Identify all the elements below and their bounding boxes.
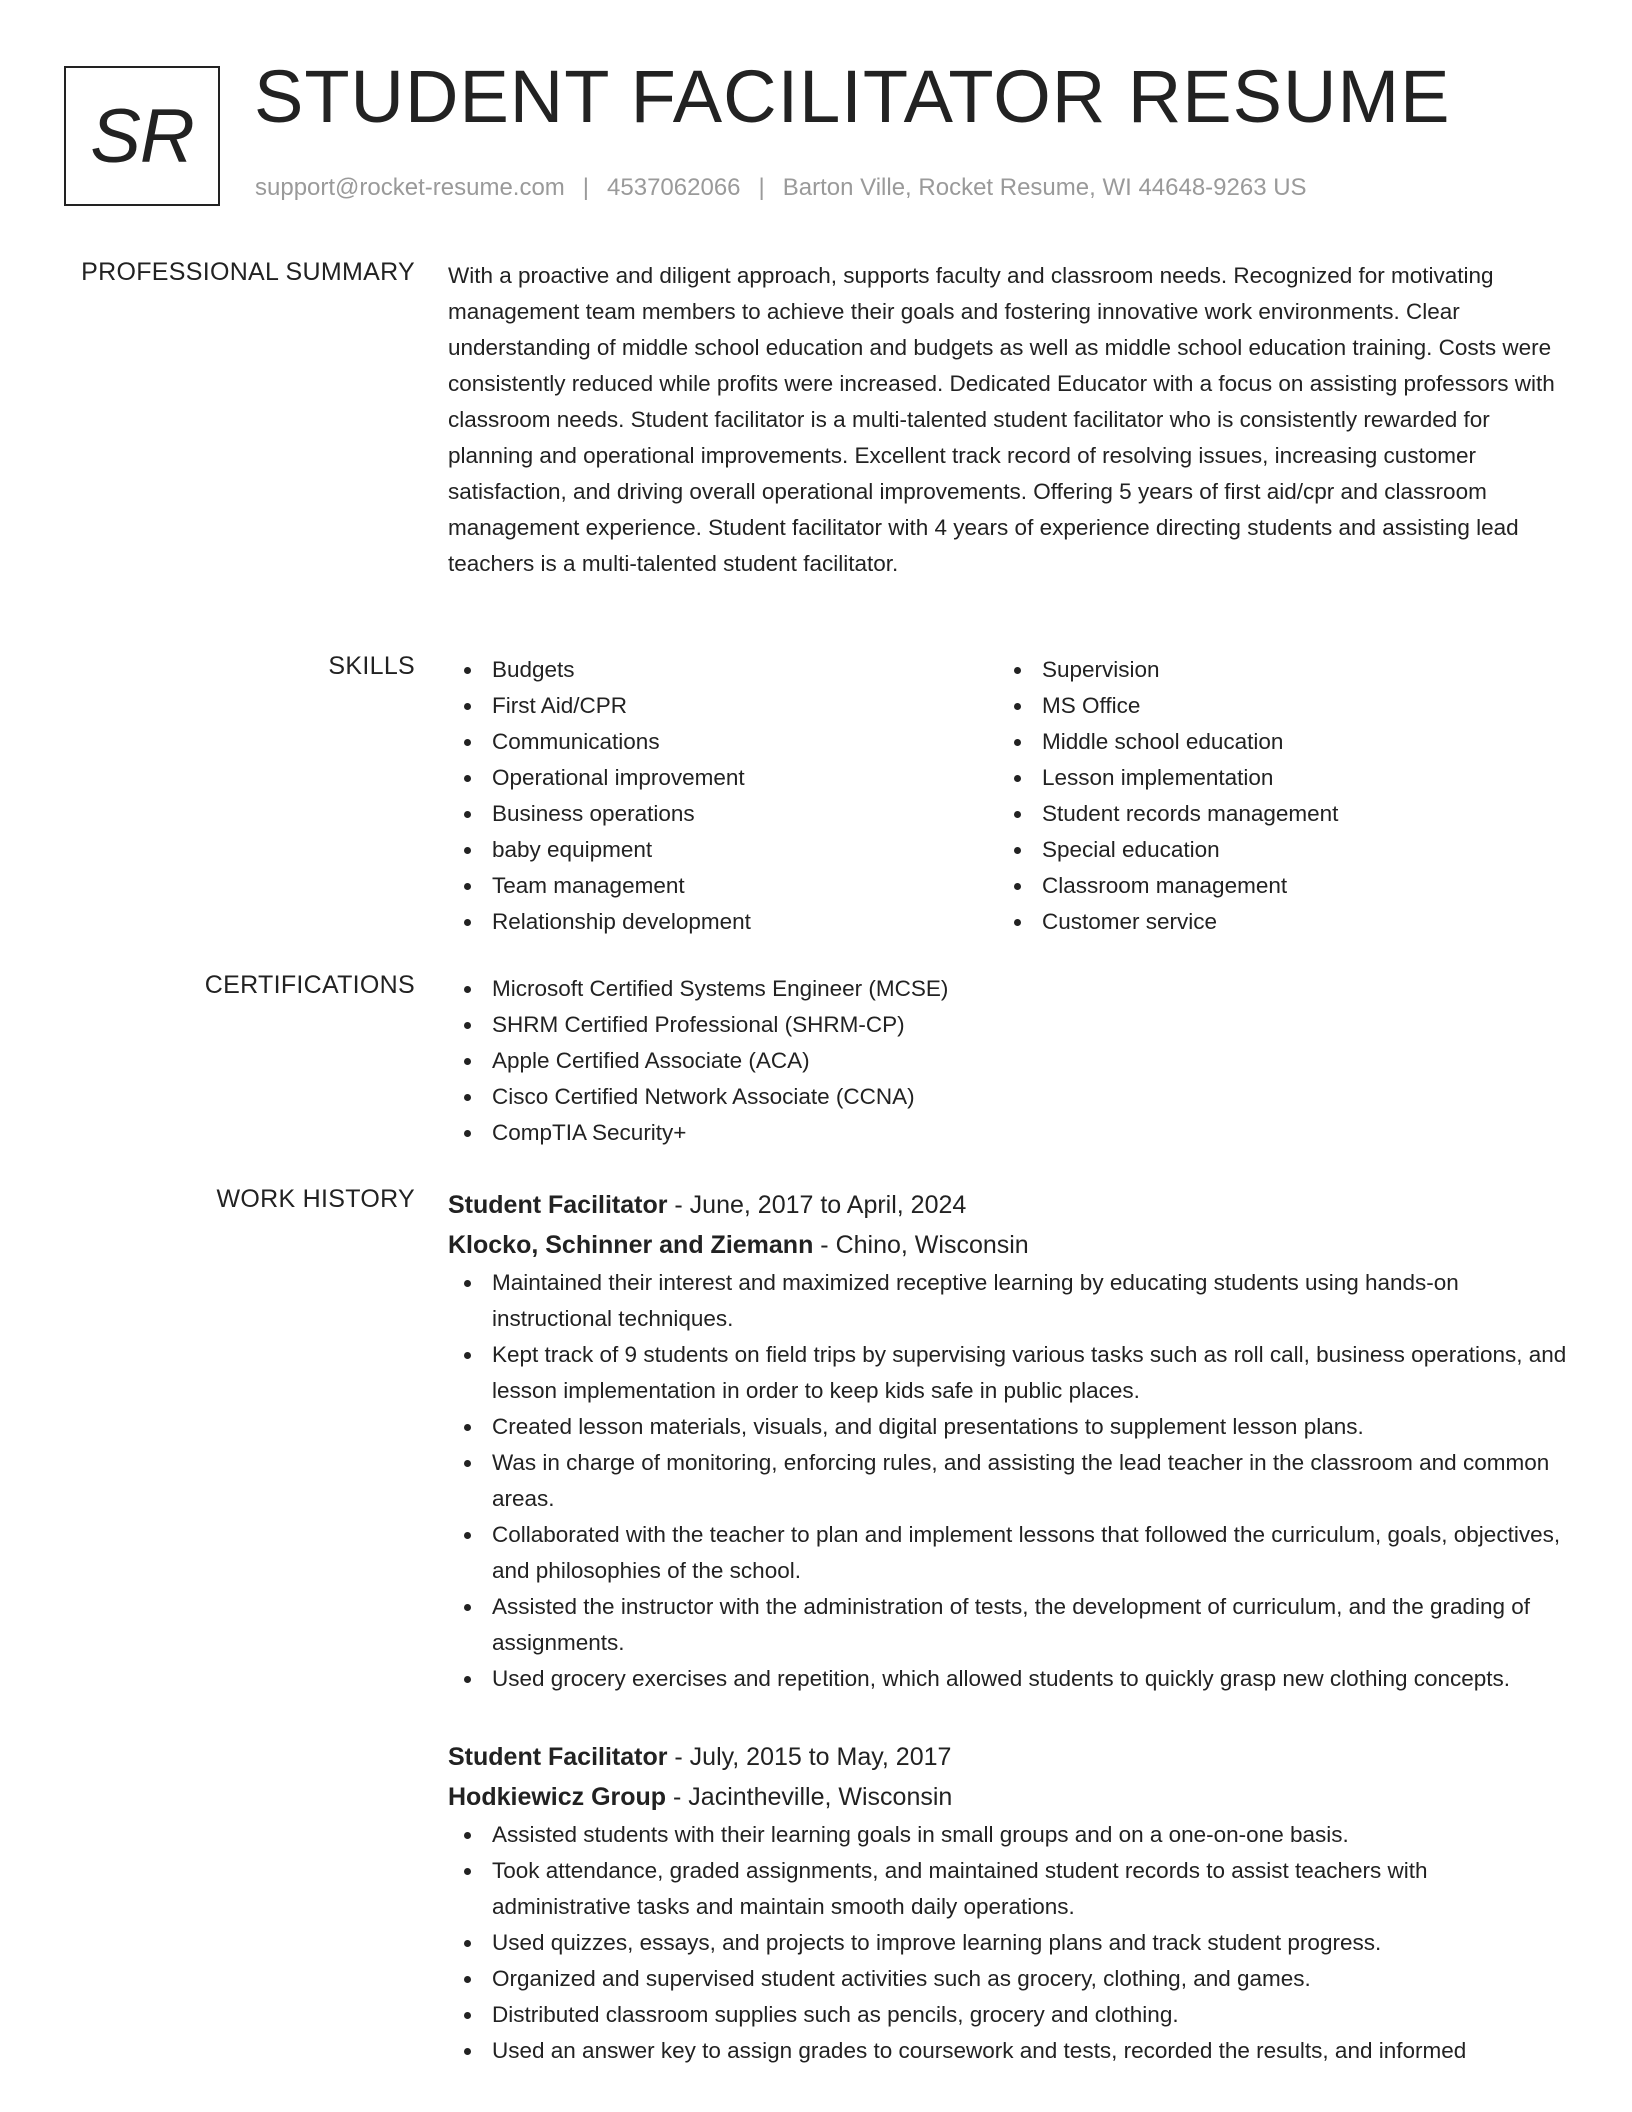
certification-item: CompTIA Security+ [448,1115,1572,1151]
contact-separator: | [758,174,765,201]
certification-item: Microsoft Certified Systems Engineer (MCSE) [448,971,1572,1007]
certification-item: SHRM Certified Professional (SHRM-CP) [448,1007,1572,1043]
certification-item: Apple Certified Associate (ACA) [448,1043,1572,1079]
contact-address: Barton Ville, Rocket Resume, WI 44648-9263 US [782,174,1307,201]
job-duty-item: Created lesson materials, visuals, and digital presentations to supplement lesson plans. [448,1409,1572,1445]
job-title: Student Facilitator [448,1191,668,1219]
skill-item: Student records management [998,796,1548,832]
job-company-line [448,1225,1572,1265]
job-duties-list [448,1817,1572,2069]
skill-item: Special education [998,832,1548,868]
job-entry [448,1737,1572,2069]
job-company: Klocko, Schinner and Ziemann [448,1231,814,1259]
skill-item: First Aid/CPR [448,688,998,724]
job-location: - Chino, Wisconsin [813,1231,1029,1259]
job-duty-item: Distributed classroom supplies such as pencils, grocery and clothing. [448,1997,1572,2033]
certification-item: Cisco Certified Network Associate (CCNA) [448,1079,1572,1115]
job-dates: - June, 2017 to April, 2024 [667,1191,967,1219]
job-duty-item: Used quizzes, essays, and projects to improve learning plans and track student progress. [448,1925,1572,1961]
job-company: Hodkiewicz Group [448,1783,667,1811]
job-duty-item: Assisted students with their learning goals in small groups and on a one-on-one basis. [448,1817,1572,1853]
skill-item: Communications [448,724,998,760]
certifications-body [448,971,1572,1151]
job-title-line [448,1737,1572,1777]
job-duty-item: Used grocery exercises and repetition, which allowed students to quickly grasp new clothing concepts. [448,1661,1572,1697]
job-dates: - July, 2015 to May, 2017 [667,1743,952,1771]
job-title: Student Facilitator [448,1743,668,1771]
work-history-heading: WORK HISTORY [216,1185,415,1213]
skill-item: Relationship development [448,904,998,940]
skill-item: Customer service [998,904,1548,940]
contact-line [255,174,1307,202]
certifications-list [448,971,1572,1151]
work-history-body [448,1185,1572,2087]
job-entry [448,1185,1572,1697]
skill-item: baby equipment [448,832,998,868]
skills-heading: SKILLS [328,652,415,680]
skill-item: Team management [448,868,998,904]
skill-item: Operational improvement [448,760,998,796]
contact-phone: 4537062066 [607,174,741,201]
job-duty-item: Used an answer key to assign grades to coursework and tests, recorded the results, and informed [448,2033,1572,2069]
page-title: STUDENT FACILITATOR RESUME [254,55,1451,138]
skills-list-right [998,652,1548,940]
job-duty-item: Took attendance, graded assignments, and maintained student records to assist teachers with administrative tasks and maintain smooth daily operations. [448,1853,1572,1925]
job-duty-item: Kept track of 9 students on field trips by supervising various tasks such as roll call, business operations, and lesson implementation in order to keep kids safe in public places. [448,1337,1572,1409]
job-location: - Jacintheville, Wisconsin [666,1783,953,1811]
skills-body [448,652,1572,940]
summary-body [448,258,1572,582]
skill-item: Lesson implementation [998,760,1548,796]
job-duty-item: Was in charge of monitoring, enforcing rules, and assisting the lead teacher in the classroom and common areas. [448,1445,1572,1517]
job-duty-item: Organized and supervised student activities such as grocery, clothing, and games. [448,1961,1572,1997]
skill-item: Business operations [448,796,998,832]
skill-item: MS Office [998,688,1548,724]
job-duty-item: Assisted the instructor with the administration of tests, the development of curriculum, and the grading of assignments. [448,1589,1572,1661]
monogram-logo: SR [64,66,220,206]
skill-item: Classroom management [998,868,1548,904]
summary-text: With a proactive and diligent approach, supports faculty and classroom needs. Recognized for motivating management team members to achieve their goals and fostering innovative work environments. Clear understanding of middle school education and budgets as well as middle school education training. Costs were consistently reduced while profits were increased. Dedicated Educator with a focus on assisting professors with classroom needs. Student facilitator is a multi-talented student facilitator who is consistently rewarded for planning and operational improvements. Excellent track record of resolving issues, increasing customer satisfaction, and driving overall operational improvements. Offering 5 years of first aid/cpr and classroom management experience. Student facilitator with 4 years of experience directing students and assisting lead teachers is a multi-talented student facilitator. [448,263,1555,576]
summary-heading: PROFESSIONAL SUMMARY [81,258,415,286]
contact-separator: | [582,174,590,201]
job-company-line [448,1777,1572,1817]
job-title-line [448,1185,1572,1225]
job-duties-list [448,1265,1572,1697]
contact-email: support@rocket-resume.com [255,174,565,201]
skill-item: Supervision [998,652,1548,688]
skill-item: Budgets [448,652,998,688]
skills-list-left [448,652,998,940]
certifications-heading: CERTIFICATIONS [204,971,415,999]
skill-item: Middle school education [998,724,1548,760]
job-duty-item: Maintained their interest and maximized receptive learning by educating students using hands-on instructional techniques. [448,1265,1572,1337]
job-duty-item: Collaborated with the teacher to plan and implement lessons that followed the curriculum, goals, objectives, and philosophies of the school. [448,1517,1572,1589]
